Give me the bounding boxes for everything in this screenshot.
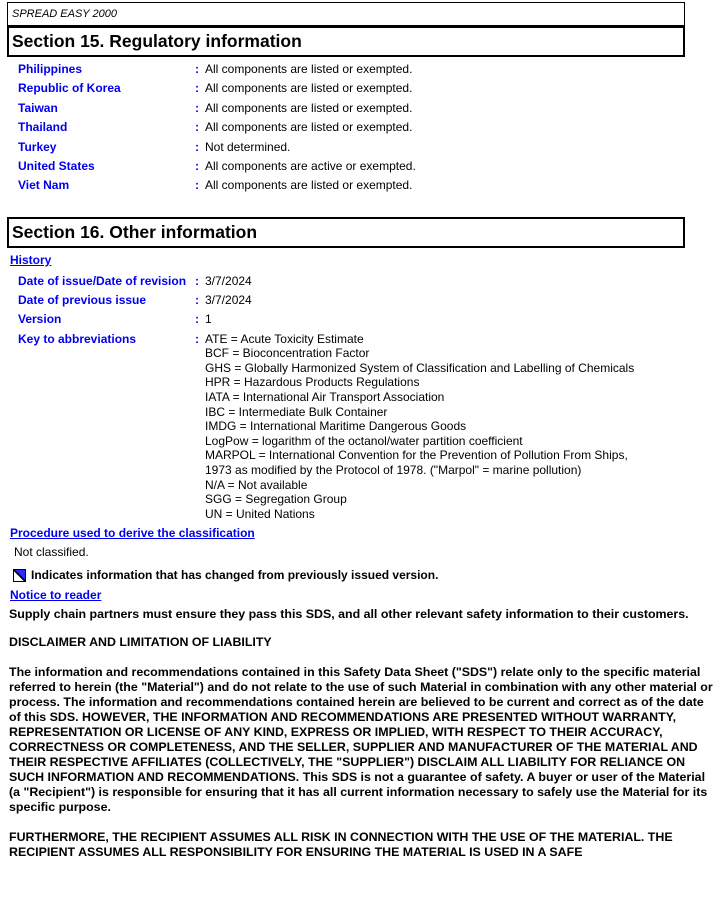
regulatory-row bbox=[18, 101, 717, 116]
history-label: Version bbox=[18, 312, 62, 327]
change-note-text: Indicates information that has changed from previously issued version. bbox=[31, 568, 439, 583]
colon-separator: : bbox=[195, 331, 199, 346]
key-to-abbreviations-label: Key to abbreviations bbox=[18, 331, 137, 346]
colon-separator: : bbox=[195, 81, 199, 96]
abbreviation-line: SGG = Segregation Group bbox=[205, 492, 347, 507]
regulatory-row bbox=[18, 120, 717, 135]
abbreviation-line: HPR = Hazardous Products Regulations bbox=[205, 375, 420, 390]
colon-separator: : bbox=[195, 62, 199, 76]
notice-to-reader-body: Supply chain partners must ensure they pass this SDS, and all other relevant safety information to their customers. bbox=[9, 606, 689, 621]
abbreviation-line: UN = United Nations bbox=[205, 506, 315, 521]
history-value: 1 bbox=[205, 312, 212, 327]
disclaimer-paragraph-1: The information and recommendations contained in this Safety Data Sheet ("SDS") relate only to the specific material referred to herein (the "Material") and do not relate to the use of such Material in combination with any other material or process. The information and recommendations contained herein are believed to be current and correct as of the date of this SDS. HOWEVER, THE INFORMATION AND RECOMMENDATIONS ARE PRESENTED WITHOUT WARRANTY, REPRESENTATION OR LICENSE OF ANY KIND, EXPRESS OR IMPLIED, WITH RESPECT TO THEIR ACCURACY, CORRECTNESS OR COMPLETENESS, AND THE SELLER, SUPPLIER AND MANUFACTURER OF THE MATERIAL AND THEIR RESPECTIVE AFFILIATES (COLLECTIVELY, THE "SUPPLIER") DISCLAIM ALL LIABILITY FOR RELIANCE ON SUCH INFORMATION AND RECOMMENDATIONS. This SDS is not a guarantee of safety. A buyer or user of the Material (a "Recipient") is responsible for ensuring that it has all current information necessary to safely use the Material for its specific purpose. bbox=[9, 664, 713, 814]
procedure-value: Not classified. bbox=[14, 544, 89, 559]
abbreviation-line: N/A = Not available bbox=[205, 477, 308, 492]
history-label: Date of previous issue bbox=[18, 292, 147, 307]
disclaimer-paragraph-2: FURTHERMORE, THE RECIPIENT ASSUMES ALL RISK IN CONNECTION WITH THE USE OF THE MATERIAL. THE RECIPIENT ASSUMES ALL RESPONSIBILITY FOR ENSURING THE MATERIAL IS USED IN A SAFE bbox=[9, 829, 673, 859]
abbreviation-line: ATE = Acute Toxicity Estimate bbox=[205, 331, 364, 346]
regulatory-status: All components are listed or exempted. bbox=[205, 81, 413, 96]
product-name: SPREAD EASY 2000 bbox=[12, 8, 117, 20]
section-15-regulatory-list bbox=[18, 62, 717, 193]
history-heading: History bbox=[10, 252, 52, 267]
regulatory-row bbox=[18, 140, 717, 155]
colon-separator: : bbox=[195, 100, 199, 115]
section-16-title: Section 16. Other information bbox=[12, 221, 258, 242]
section-16-header bbox=[7, 217, 685, 248]
changed-information-indicator-icon bbox=[13, 569, 26, 582]
country-label: Turkey bbox=[18, 139, 57, 154]
abbreviation-line: IATA = International Air Transport Association bbox=[205, 390, 445, 405]
colon-separator: : bbox=[195, 292, 199, 307]
notice-to-reader-heading: Notice to reader bbox=[10, 588, 102, 602]
regulatory-row bbox=[18, 81, 717, 96]
abbreviation-line: IMDG = International Maritime Dangerous Goods bbox=[205, 419, 467, 434]
country-label: Republic of Korea bbox=[18, 81, 121, 96]
regulatory-row bbox=[18, 178, 717, 193]
colon-separator: : bbox=[195, 158, 199, 173]
abbreviation-lines bbox=[205, 332, 717, 522]
history-label: Date of issue/Date of revision bbox=[18, 273, 187, 288]
history-row bbox=[18, 274, 717, 289]
history-rows bbox=[18, 274, 717, 522]
section-15-header bbox=[7, 26, 685, 57]
procedure-heading: Procedure used to derive the classification bbox=[10, 526, 255, 541]
country-label: Viet Nam bbox=[18, 178, 70, 193]
country-label: Taiwan bbox=[18, 100, 58, 115]
history-row bbox=[18, 293, 717, 308]
key-to-abbreviations-row bbox=[18, 332, 717, 522]
regulatory-status: All components are listed or exempted. bbox=[205, 62, 413, 76]
abbreviation-line: BCF = Bioconcentration Factor bbox=[205, 346, 370, 361]
abbreviation-line: 1973 as modified by the Protocol of 1978. ("Marpol" = marine pollution) bbox=[205, 463, 582, 478]
country-label: Thailand bbox=[18, 120, 68, 135]
colon-separator: : bbox=[195, 139, 199, 154]
regulatory-status: Not determined. bbox=[205, 139, 291, 154]
history-row bbox=[18, 312, 717, 327]
regulatory-status: All components are listed or exempted. bbox=[205, 120, 413, 135]
history-value: 3/7/2024 bbox=[205, 292, 252, 307]
product-name-header bbox=[7, 2, 685, 26]
regulatory-status: All components are listed or exempted. bbox=[205, 100, 413, 115]
abbreviation-line: GHS = Globally Harmonized System of Classification and Labelling of Chemicals bbox=[205, 360, 635, 375]
colon-separator: : bbox=[195, 120, 199, 135]
section-15-title: Section 15. Regulatory information bbox=[12, 31, 302, 51]
regulatory-row bbox=[18, 159, 717, 174]
colon-separator: : bbox=[195, 312, 199, 327]
regulatory-status: All components are listed or exempted. bbox=[205, 178, 413, 193]
regulatory-row bbox=[18, 62, 717, 77]
abbreviation-line: MARPOL = International Convention for the Prevention of Pollution From Ships, bbox=[205, 448, 628, 463]
regulatory-status: All components are active or exempted. bbox=[205, 158, 416, 173]
colon-separator: : bbox=[195, 273, 199, 288]
abbreviation-line: IBC = Intermediate Bulk Container bbox=[205, 404, 388, 419]
history-value: 3/7/2024 bbox=[205, 273, 252, 288]
change-note bbox=[13, 568, 717, 583]
colon-separator: : bbox=[195, 178, 199, 193]
abbreviation-line: LogPow = logarithm of the octanol/water partition coefficient bbox=[205, 433, 523, 448]
disclaimer-heading: DISCLAIMER AND LIMITATION OF LIABILITY bbox=[9, 634, 272, 649]
country-label: Philippines bbox=[18, 62, 83, 76]
country-label: United States bbox=[18, 158, 95, 173]
